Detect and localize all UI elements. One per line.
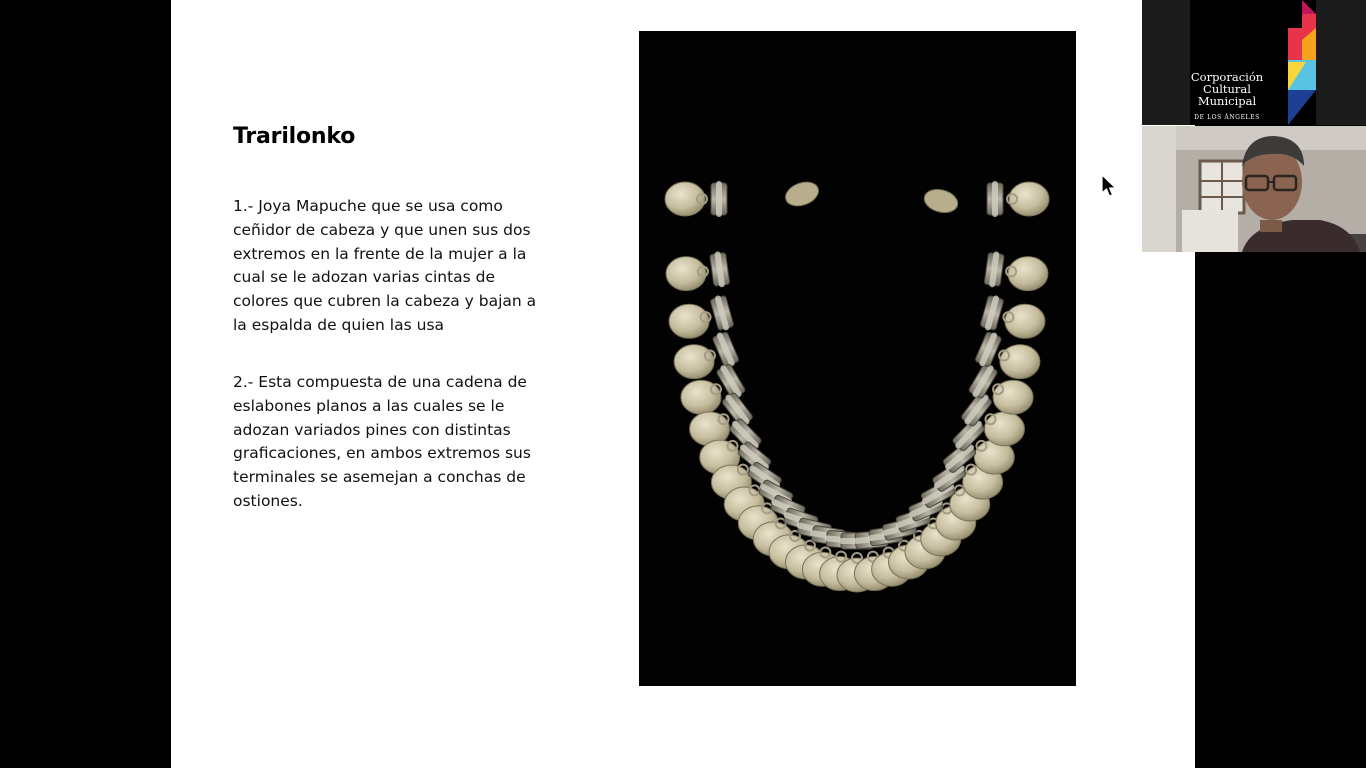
chain-link [974,330,1003,369]
coin [674,345,714,379]
logo-line-3: Municipal [1197,93,1257,108]
coin [984,412,1024,446]
slide-title: Trarilonko [233,124,356,149]
chain-link [984,250,1005,288]
necklace-image [639,31,1076,686]
logo-text [1190,72,1264,107]
logo-magenta-shape [1302,0,1316,14]
trarilonko-photo [639,31,1076,686]
logo-blue-shape [1288,90,1316,125]
logo-line-1: Corporación [1190,70,1264,84]
participant-video [1142,126,1366,252]
right-terminal-shell [922,186,961,216]
coin [666,257,706,291]
chain-link [979,293,1004,332]
logo-tile [1142,0,1366,125]
chain-link [711,330,740,369]
logo [1190,0,1316,125]
participant-video-tile[interactable] [1142,126,1366,252]
chain-link [709,250,730,288]
chain-link [987,181,1003,217]
coin [1008,257,1048,291]
logo-subtitle: DE LOS ÁNGELES [1194,114,1260,121]
logo-line-2: Cultural [1203,81,1251,96]
chain-link [709,293,734,332]
left-terminal-shell [782,178,821,210]
coin [1000,345,1040,379]
logo-mark-icon [1288,0,1316,125]
mouse-pointer-icon [1101,174,1117,198]
chain-link [711,181,727,217]
slide-paragraph-1: 1.- Joya Mapuche que se usa como ceñidor de cabeza y que unen sus dos extremos en la frente de la mujer a la cual se le adozan varias cintas de colores que cubren la cabeza y bajan a la espalda de quien las usa [233,197,537,334]
coin [665,182,705,216]
coin [1009,182,1049,216]
slide-paragraph-2: 2.- Esta compuesta de una cadena de eslabones planos a las cuales se le adozan variados pines con distintas graficaciones, en ambos extremos sus terminales se asemejan a conchas de ostiones. [233,373,531,510]
presentation-slide [171,0,1195,768]
